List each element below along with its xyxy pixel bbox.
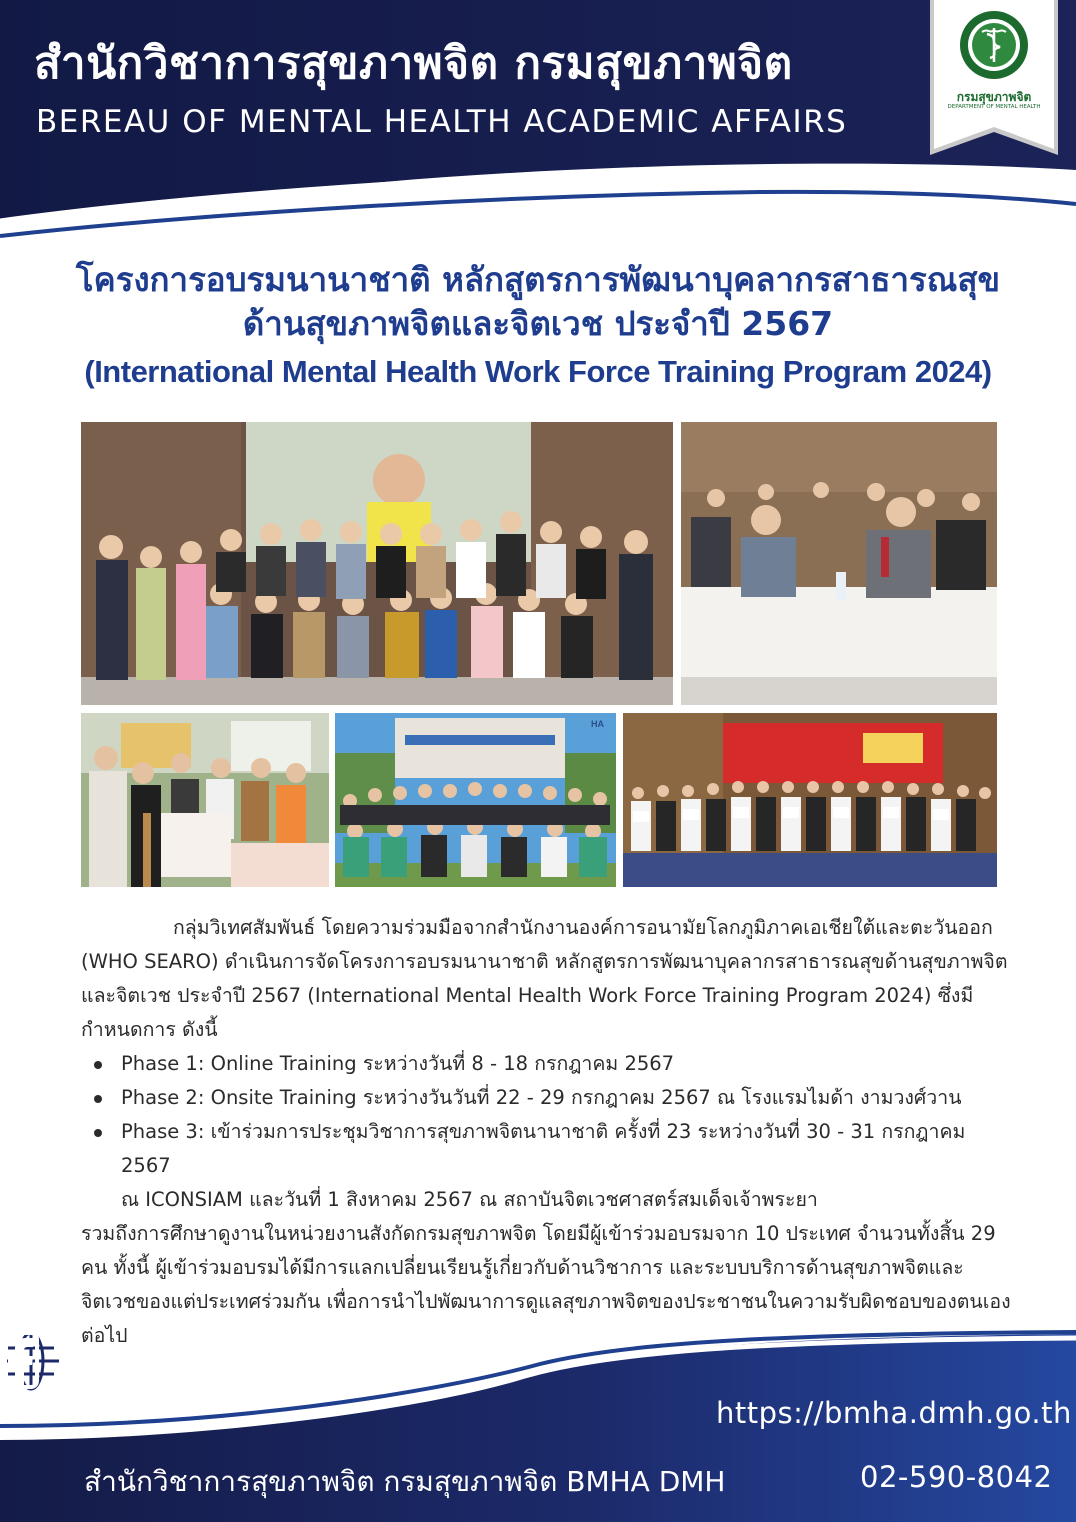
- program-title: [0, 258, 1076, 398]
- hospital-visit-photo-image: [335, 713, 616, 887]
- meeting-photo: [681, 422, 997, 705]
- phase-item: [81, 1081, 1011, 1115]
- art-activity-photo: [81, 713, 329, 887]
- logo-badge-icon: [930, 0, 1058, 155]
- meeting-photo-image: [681, 422, 997, 705]
- banner-ha-text: HA: [591, 719, 604, 729]
- phase-item: [81, 1047, 1011, 1081]
- certificate-ceremony-photo-image: [623, 713, 997, 887]
- header-title-english: BEREAU OF MENTAL HEALTH ACADEMIC AFFAIRS: [36, 104, 848, 140]
- group-photo-image: [81, 422, 673, 705]
- title-line-1: โครงการอบรมนานาชาติ หลักสูตรการพัฒนาบุคลากรสาธารณสุข: [75, 260, 1001, 299]
- phase-text: Phase 2: Onsite Training ระหว่างวันวันที่ 22 - 29 กรกฎาคม 2567 ณ โรงแรมไมด้า งามวงศ์วาน: [121, 1086, 962, 1109]
- article-body: [81, 911, 1011, 1353]
- website-link[interactable]: https://bmha.dmh.go.th: [716, 1396, 1072, 1430]
- phase-text: Phase 1: Online Training ระหว่างวันที่ 8 - 18 กรกฎาคม 2567: [121, 1052, 675, 1075]
- header-banner: [0, 0, 1076, 245]
- logo-label: กรมสุขภาพจิต: [956, 90, 1032, 104]
- intro-paragraph: [81, 911, 1011, 1047]
- certificate-ceremony-photo: [623, 713, 997, 887]
- group-photo: [81, 422, 673, 705]
- bullet-icon: [94, 1061, 102, 1069]
- bullet-icon: [94, 1129, 102, 1137]
- footer-banner: [0, 1330, 1076, 1522]
- phase-list: [81, 1047, 1011, 1183]
- phone-number[interactable]: 02-590-8042: [860, 1460, 1053, 1494]
- intro-text: กลุ่มวิเทศสัมพันธ์ โดยความร่วมมือจากสำนักงานองค์การอนามัยโลกภูมิภาคเอเชียใต้และตะวันออก (WHO SEARO) ดำเนินการจัดโครงการอบรมนานาชาติ หลักสูตรการพัฒนาบุคลากรสาธารณสุขด้านสุขภาพจิตและจิตเวช ประจำปี 2567 (International Mental Health Work Force Training Program 2024) ซึ่งมีกำหนดการ ดังนี้: [81, 916, 1008, 1041]
- title-line-2: ด้านสุขภาพจิตและจิตเวช ประจำปี 2567: [242, 304, 834, 343]
- phase-text: Phase 3: เข้าร่วมการประชุมวิชาการสุขภาพจิตนานาชาติ ครั้งที่ 23 ระหว่างวันที่ 30 - 31 กรกฎาคม 2567: [121, 1120, 966, 1177]
- logo-sublabel: DEPARTMENT OF MENTAL HEALTH: [947, 104, 1041, 110]
- facebook-page-name[interactable]: สำนักวิชาการสุขภาพจิต กรมสุขภาพจิต BMHA DMH: [84, 1465, 726, 1498]
- hospital-visit-photo: [335, 713, 616, 887]
- phone-icon: [0, 1330, 42, 1390]
- conclusion-paragraph: รวมถึงการศึกษาดูงานในหน่วยงานสังกัดกรมสุขภาพจิต โดยมีผู้เข้าร่วมอบรมจาก 10 ประเทศ จำนวนทั้งสิ้น 29 คน ทั้งนี้ ผู้เข้าร่วมอบรมได้มีการแลกเปลี่ยนเรียนรู้เกี่ยวกับด้านวิชาการ และระบบบริการด้านสุขภาพจิตและจิตเวชของแต่ประเทศร่วมกัน เพื่อการนำไปพัฒนาการดูแลสุขภาพจิตของประชาชนในความรับผิดชอบของตนเองต่อไป: [81, 1222, 1011, 1347]
- title-line-3: (International Mental Health Work Force Training Program 2024): [84, 354, 992, 389]
- bullet-icon: [94, 1095, 102, 1103]
- phase3-continuation: ณ ICONSIAM และวันที่ 1 สิงหาคม 2567 ณ สถาบันจิตเวชศาสตร์สมเด็จเจ้าพระยา: [121, 1188, 818, 1211]
- phase-item: [81, 1115, 1011, 1183]
- art-activity-photo-image: [81, 713, 329, 887]
- header-title-thai: สำนักวิชาการสุขภาพจิต กรมสุขภาพจิต: [34, 38, 793, 89]
- department-logo: [930, 0, 1058, 155]
